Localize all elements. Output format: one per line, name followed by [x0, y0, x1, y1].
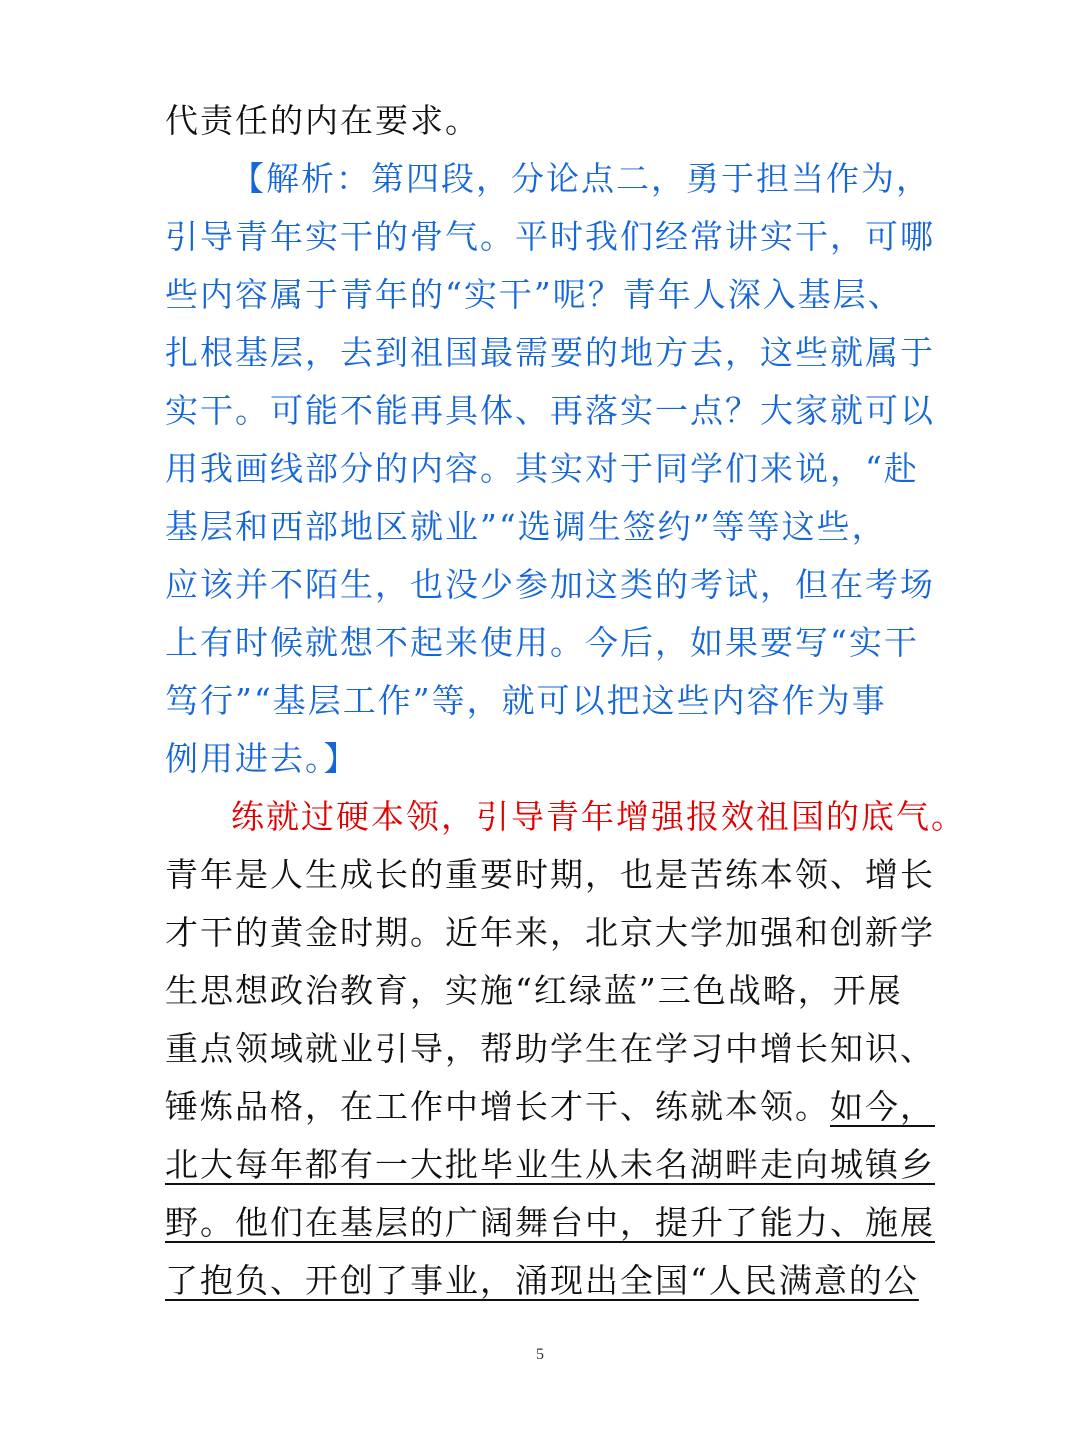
body-text-segment: 锤炼品格，在工作中增长才干、练就本领。: [165, 1087, 830, 1126]
analysis-line: 笃行”“基层工作”等，就可以把这些内容作为事: [165, 681, 887, 720]
analysis-line: 实干。可能不能再具体、再落实一点？大家就可以: [165, 391, 935, 430]
underlined-text-line: 北大每年都有一大批毕业生从未名湖畔走向城镇乡: [165, 1145, 935, 1184]
analysis-line: 基层和西部地区就业”“选调生签约”等等这些，: [165, 507, 887, 546]
document-body: [165, 92, 966, 1310]
analysis-line: 引导青年实干的骨气。平时我们经常讲实干，可哪: [165, 217, 935, 256]
underlined-text-line: 了抱负、开创了事业，涌现出全国“人民满意的公: [165, 1261, 919, 1300]
body-text-line: 生思想政治教育，实施“红绿蓝”三色战略，开展: [165, 971, 903, 1010]
body-text-line: 才干的黄金时期。近年来，北京大学加强和创新学: [165, 913, 935, 952]
analysis-line: 【解析：第四段，分论点二，勇于担当作为，: [231, 159, 931, 198]
analysis-line: 应该并不陌生，也没少参加这类的考试，但在考场: [165, 565, 935, 604]
underlined-text-segment: 如今，: [830, 1087, 935, 1126]
analysis-line: 些内容属于青年的“实干”呢？青年人深入基层、: [165, 275, 903, 314]
analysis-line: 例用进去。】: [165, 739, 359, 778]
body-text-line: 青年是人生成长的重要时期，也是苦练本领、增长: [165, 855, 935, 894]
body-text-line: 代责任的内在要求。: [165, 101, 480, 140]
page-number: 5: [536, 1346, 544, 1363]
section-heading: 练就过硬本领，引导青年增强报效祖国的底气。: [231, 797, 966, 836]
underlined-text-line: 野。他们在基层的广阔舞台中，提升了能力、施展: [165, 1203, 935, 1242]
body-text-line-mixed: [165, 1078, 955, 1136]
analysis-line: 上有时候就想不起来使用。今后，如果要写“实干: [165, 623, 919, 662]
body-text-line: 重点领域就业引导，帮助学生在学习中增长知识、: [165, 1029, 935, 1068]
analysis-line: 扎根基层，去到祖国最需要的地方去，这些就属于: [165, 333, 935, 372]
analysis-line: 用我画线部分的内容。其实对于同学们来说，“赴: [165, 449, 919, 488]
